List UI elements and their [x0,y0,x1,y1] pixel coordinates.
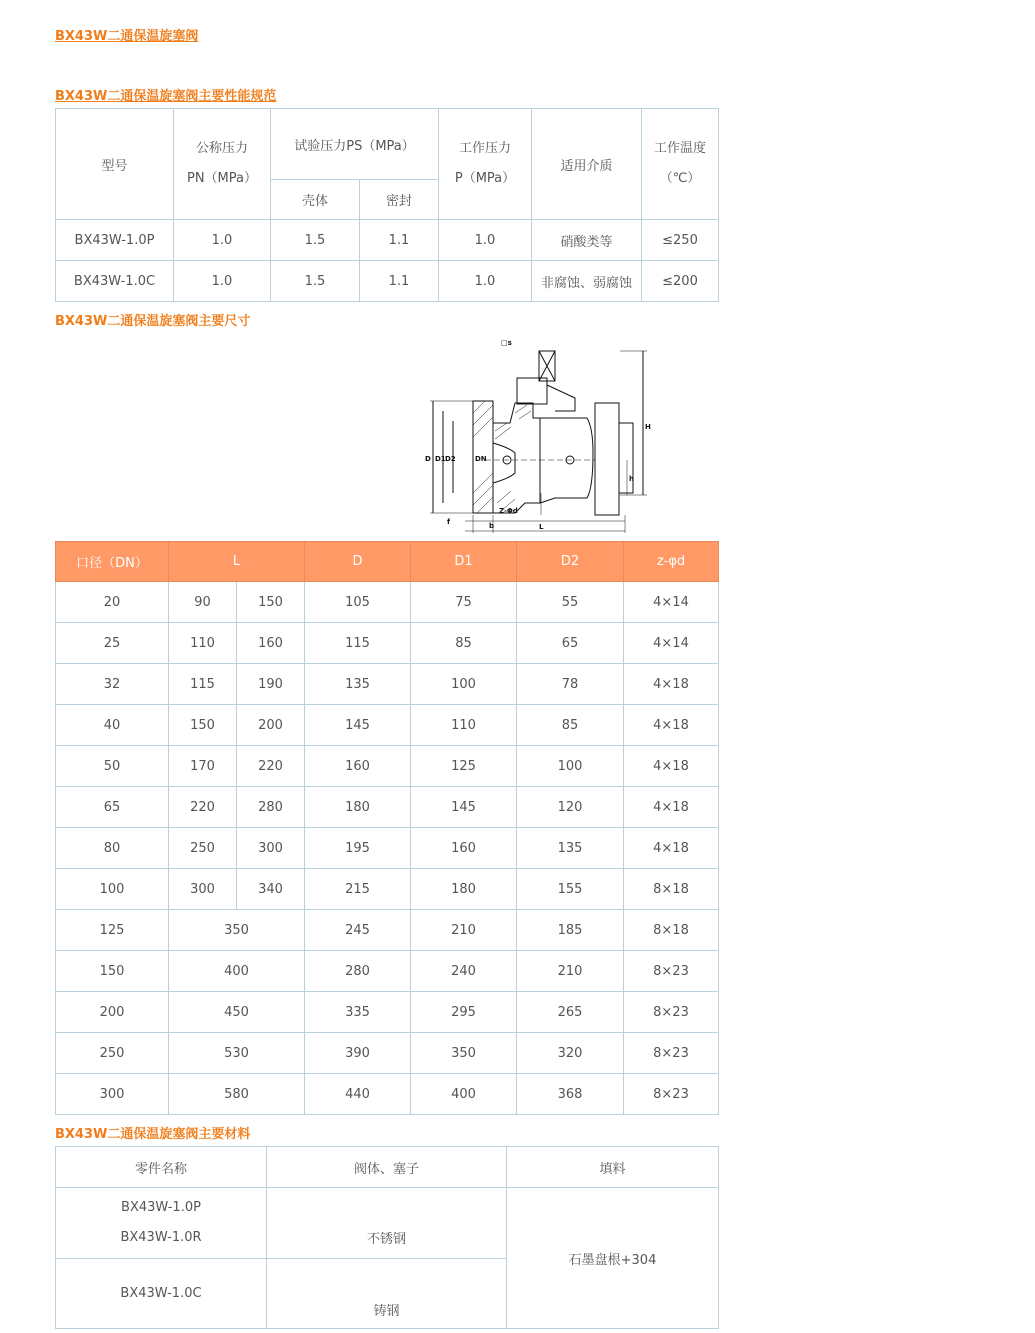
cell: 180 [305,787,411,828]
header-D1: D1 [411,542,517,582]
cell: 240 [411,951,517,992]
cell: 160 [305,746,411,787]
label-h: h [629,475,634,483]
part-model-2: BX43W-1.0C [56,1259,267,1329]
cell: 110 [411,705,517,746]
cell: 75 [411,582,517,623]
header-dn: 口径（DN） [56,542,169,582]
cell: 265 [517,992,624,1033]
table-row [56,1033,719,1074]
cell: 210 [411,910,517,951]
cell: 1.5 [271,261,360,302]
packing-material: 石墨盘根+304 [507,1188,719,1329]
cell: 215 [305,869,411,910]
label-DN: DN [475,455,487,463]
cell: 135 [517,828,624,869]
cell: 350 [411,1033,517,1074]
dimensions-table [55,541,719,1115]
model-1b: BX43W-1.0R [120,1230,202,1245]
cell: 150 [237,582,305,623]
cell: 非腐蚀、弱腐蚀 [532,261,642,302]
header-body: 阀体、塞子 [267,1147,507,1188]
model-1a: BX43W-1.0P [121,1200,201,1215]
table-row [56,664,719,705]
cell: 335 [305,992,411,1033]
cell: 4×14 [624,582,719,623]
cell: 8×23 [624,951,719,992]
header-ps: 试验压力PS（MPa） [271,109,439,180]
label-zphid: Z-Φd [499,507,518,515]
header-temp-line1: 工作温度 [653,141,706,156]
cell: 25 [56,623,169,664]
cell: 320 [517,1033,624,1074]
cell: 400 [169,951,305,992]
header-pn-line2: PN（MPa） [186,171,257,186]
cell: 4×18 [624,828,719,869]
label-f: f [447,518,451,526]
cell: 115 [305,623,411,664]
cell: 85 [411,623,517,664]
cell: 400 [411,1074,517,1115]
cell: 8×23 [624,992,719,1033]
cell: 105 [305,582,411,623]
cell: 250 [169,828,237,869]
cell: 150 [169,705,237,746]
part-models-1 [56,1188,267,1259]
header-p [439,109,532,220]
cell: 300 [237,828,305,869]
cell: 200 [56,992,169,1033]
table-row [56,582,719,623]
header-temp-line2: （℃） [659,171,701,186]
cell: 185 [517,910,624,951]
header-seal: 密封 [360,180,439,220]
cell: 250 [56,1033,169,1074]
cell: 160 [411,828,517,869]
header-model: 型号 [56,109,174,220]
table-row [56,746,719,787]
cell: 1.0 [174,261,271,302]
table-row [56,951,719,992]
header-D2: D2 [517,542,624,582]
header-pn-line1: 公称压力 [195,141,248,156]
cell: 40 [56,705,169,746]
label-H: H [645,423,651,431]
cell: 1.0 [439,261,532,302]
cell: 295 [411,992,517,1033]
cell: 350 [169,910,305,951]
cell: 100 [517,746,624,787]
dimensions-heading: BX43W二通保温旋塞阀主要尺寸 [55,314,251,329]
cell: 8×23 [624,1074,719,1115]
cell: 125 [56,910,169,951]
cell: 368 [517,1074,624,1115]
label-s: □s [501,339,512,347]
header-zphid: z-φd [624,542,719,582]
cell: 4×18 [624,746,719,787]
cell: 4×14 [624,623,719,664]
cell: 90 [169,582,237,623]
cell: 85 [517,705,624,746]
cell: 78 [517,664,624,705]
cell: 340 [237,869,305,910]
header-pn [174,109,271,220]
header-p-line1: 工作压力 [458,141,511,156]
label-D: D [425,455,431,463]
cell: 100 [411,664,517,705]
header-packing: 填料 [507,1147,719,1188]
cell: 120 [517,787,624,828]
cell: 210 [517,951,624,992]
header-shell: 壳体 [271,180,360,220]
cell: 4×18 [624,664,719,705]
cell: BX43W-1.0P [56,220,174,261]
materials-heading: BX43W二通保温旋塞阀主要材料 [55,1127,251,1142]
label-D1: D1 [435,455,446,463]
label-D2: D2 [445,455,456,463]
cell: 80 [56,828,169,869]
table-row [56,869,719,910]
cell: 32 [56,664,169,705]
cell: 1.1 [360,220,439,261]
cell: ≤250 [642,220,719,261]
spec-heading: BX43W二通保温旋塞阀主要性能规范 [55,89,277,104]
cell: 170 [169,746,237,787]
table-row [56,1074,719,1115]
cell: 1.0 [439,220,532,261]
cell: 195 [305,828,411,869]
cell: 440 [305,1074,411,1115]
cell: 8×23 [624,1033,719,1074]
body-material-2: 铸钢 [267,1259,507,1329]
cell: 115 [169,664,237,705]
valve-drawing [415,333,665,538]
cell: 150 [56,951,169,992]
table-row [56,992,719,1033]
cell: 4×18 [624,787,719,828]
cell: 300 [56,1074,169,1115]
cell: 8×18 [624,869,719,910]
cell: 180 [411,869,517,910]
cell: 125 [411,746,517,787]
cell: 8×18 [624,910,719,951]
label-b: b [489,522,495,530]
cell: 145 [305,705,411,746]
table-row [56,910,719,951]
cell: 110 [169,623,237,664]
cell: 300 [169,869,237,910]
header-part: 零件名称 [56,1147,267,1188]
cell: 200 [237,705,305,746]
header-temp [642,109,719,220]
spec-table [55,108,719,302]
cell: 65 [56,787,169,828]
cell: 245 [305,910,411,951]
materials-table [55,1146,719,1329]
cell: 580 [169,1074,305,1115]
header-L: L [169,542,305,582]
cell: 280 [237,787,305,828]
page-title[interactable]: BX43W二通保温旋塞阀 [55,29,199,44]
cell: 硝酸类等 [532,220,642,261]
table-row [56,220,719,261]
cell: 530 [169,1033,305,1074]
body-material-1: 不锈钢 [267,1188,507,1259]
cell: 50 [56,746,169,787]
cell: 145 [411,787,517,828]
table-row [56,828,719,869]
cell: 160 [237,623,305,664]
cell: 220 [237,746,305,787]
table-row [56,261,719,302]
cell: 65 [517,623,624,664]
cell: 100 [56,869,169,910]
cell: 20 [56,582,169,623]
table-row [56,623,719,664]
cell: 55 [517,582,624,623]
cell: 450 [169,992,305,1033]
table-row [56,787,719,828]
cell: ≤200 [642,261,719,302]
header-p-line2: P（MPa） [454,171,516,186]
cell: 4×18 [624,705,719,746]
cell: 155 [517,869,624,910]
cell: 1.1 [360,261,439,302]
cell: 135 [305,664,411,705]
cell: 280 [305,951,411,992]
label-L: L [539,523,544,531]
table-row [56,705,719,746]
cell: 220 [169,787,237,828]
header-medium: 适用介质 [532,109,642,220]
cell: 1.5 [271,220,360,261]
header-D: D [305,542,411,582]
cell: 190 [237,664,305,705]
cell: BX43W-1.0C [56,261,174,302]
cell: 1.0 [174,220,271,261]
cell: 390 [305,1033,411,1074]
